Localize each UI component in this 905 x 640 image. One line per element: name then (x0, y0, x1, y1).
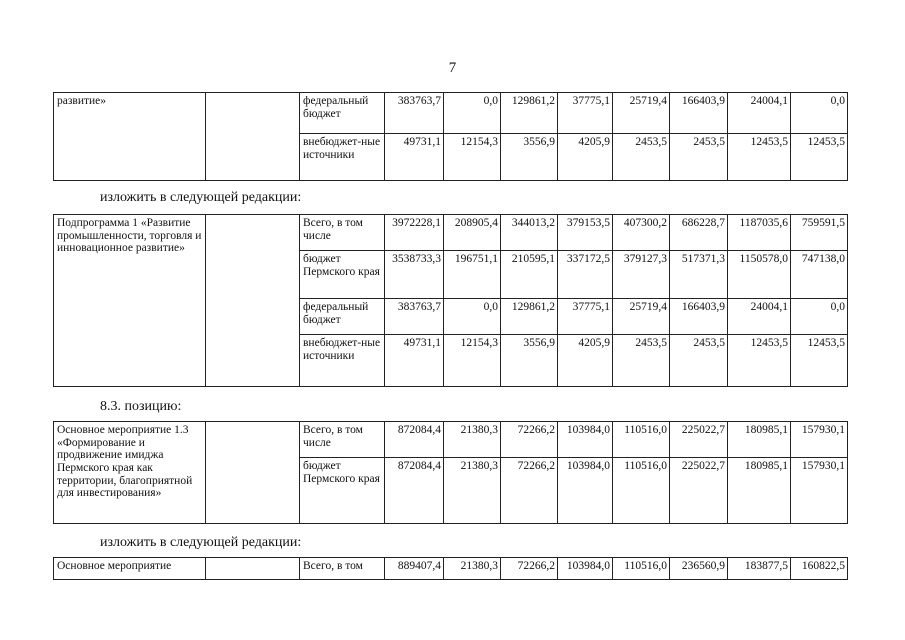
value-cell: 2453,5 (670, 335, 728, 387)
value-cell: 383763,7 (385, 299, 444, 335)
page-number: 7 (448, 60, 457, 76)
subprogram-funding-table (53, 214, 848, 387)
value-cell: 0,0 (444, 299, 501, 335)
value-cell: 21380,3 (444, 458, 501, 524)
value-cell: 12453,5 (791, 134, 848, 181)
instruction-position: 8.3. позицию: (100, 399, 182, 414)
value-cell: 180985,1 (728, 458, 791, 524)
activity-name-cell: Основное мероприятие (54, 558, 206, 580)
subprogram-name-cell: Подпрограмма 1 «Развитие промышленности, торговля и инновационное развитие» (54, 215, 206, 387)
main-activity-table (53, 421, 848, 524)
empty-cell (206, 558, 300, 580)
empty-cell (206, 93, 300, 181)
value-cell: 3556,9 (501, 134, 558, 181)
value-cell: 0,0 (791, 299, 848, 335)
instruction-edit: изложить в следующей редакции: (100, 535, 302, 550)
value-cell: 3556,9 (501, 335, 558, 387)
value-cell: 160822,5 (791, 558, 848, 580)
value-cell: 1150578,0 (728, 251, 791, 299)
value-cell: 157930,1 (791, 422, 848, 458)
value-cell: 24004,1 (728, 299, 791, 335)
source-cell: Всего, в том (300, 558, 385, 580)
value-cell: 759591,5 (791, 215, 848, 251)
value-cell: 183877,5 (728, 558, 791, 580)
value-cell: 25719,4 (613, 299, 670, 335)
value-cell: 103984,0 (558, 558, 613, 580)
empty-cell (206, 215, 300, 387)
value-cell: 208905,4 (444, 215, 501, 251)
empty-cell (206, 422, 300, 524)
value-cell: 337172,5 (558, 251, 613, 299)
value-cell: 129861,2 (501, 299, 558, 335)
value-cell: 21380,3 (444, 558, 501, 580)
value-cell: 236560,9 (670, 558, 728, 580)
source-cell: федеральный бюджет (300, 93, 385, 134)
value-cell: 4205,9 (558, 134, 613, 181)
value-cell: 210595,1 (501, 251, 558, 299)
value-cell: 12154,3 (444, 134, 501, 181)
value-cell: 872084,4 (385, 422, 444, 458)
value-cell: 166403,9 (670, 299, 728, 335)
source-cell: внебюджет-ные источники (300, 335, 385, 387)
value-cell: 379127,3 (613, 251, 670, 299)
value-cell: 889407,4 (385, 558, 444, 580)
value-cell: 24004,1 (728, 93, 791, 134)
value-cell: 103984,0 (558, 458, 613, 524)
value-cell: 407300,2 (613, 215, 670, 251)
value-cell: 383763,7 (385, 93, 444, 134)
value-cell: 72266,2 (501, 558, 558, 580)
value-cell: 2453,5 (613, 134, 670, 181)
value-cell: 196751,1 (444, 251, 501, 299)
value-cell: 225022,7 (670, 422, 728, 458)
value-cell: 12453,5 (728, 134, 791, 181)
value-cell: 747138,0 (791, 251, 848, 299)
source-cell: Всего, в том числе (300, 422, 385, 458)
value-cell: 872084,4 (385, 458, 444, 524)
value-cell: 166403,9 (670, 93, 728, 134)
value-cell: 110516,0 (613, 558, 670, 580)
value-cell: 12453,5 (728, 335, 791, 387)
value-cell: 180985,1 (728, 422, 791, 458)
value-cell: 0,0 (444, 93, 501, 134)
value-cell: 3538733,3 (385, 251, 444, 299)
funding-table-continuation (53, 92, 848, 181)
value-cell: 37775,1 (558, 93, 613, 134)
value-cell: 2453,5 (613, 335, 670, 387)
value-cell: 379153,5 (558, 215, 613, 251)
value-cell: 49731,1 (385, 134, 444, 181)
value-cell: 3972228,1 (385, 215, 444, 251)
value-cell: 103984,0 (558, 422, 613, 458)
value-cell: 225022,7 (670, 458, 728, 524)
source-cell: федеральный бюджет (300, 299, 385, 335)
value-cell: 157930,1 (791, 458, 848, 524)
source-cell: внебюджет-ные источники (300, 134, 385, 181)
source-cell: Всего, в том числе (300, 215, 385, 251)
value-cell: 25719,4 (613, 93, 670, 134)
value-cell: 129861,2 (501, 93, 558, 134)
source-cell: бюджет Пермского края (300, 458, 385, 524)
value-cell: 344013,2 (501, 215, 558, 251)
activity-name-cell: Основное мероприятие 1.3 «Формирование и продвижение имиджа Пермского края как территории, благоприятной для инвестирования» (54, 422, 206, 524)
value-cell: 686228,7 (670, 215, 728, 251)
source-cell: бюджет Пермского края (300, 251, 385, 299)
value-cell: 2453,5 (670, 134, 728, 181)
value-cell: 1187035,6 (728, 215, 791, 251)
value-cell: 0,0 (791, 93, 848, 134)
value-cell: 37775,1 (558, 299, 613, 335)
value-cell: 72266,2 (501, 458, 558, 524)
value-cell: 12453,5 (791, 335, 848, 387)
value-cell: 110516,0 (613, 458, 670, 524)
value-cell: 72266,2 (501, 422, 558, 458)
value-cell: 21380,3 (444, 422, 501, 458)
value-cell: 49731,1 (385, 335, 444, 387)
instruction-edit: изложить в следующей редакции: (100, 190, 302, 205)
value-cell: 4205,9 (558, 335, 613, 387)
value-cell: 12154,3 (444, 335, 501, 387)
main-activity-new-table (53, 557, 848, 580)
program-name-cell: развитие» (54, 93, 206, 181)
value-cell: 110516,0 (613, 422, 670, 458)
value-cell: 517371,3 (670, 251, 728, 299)
